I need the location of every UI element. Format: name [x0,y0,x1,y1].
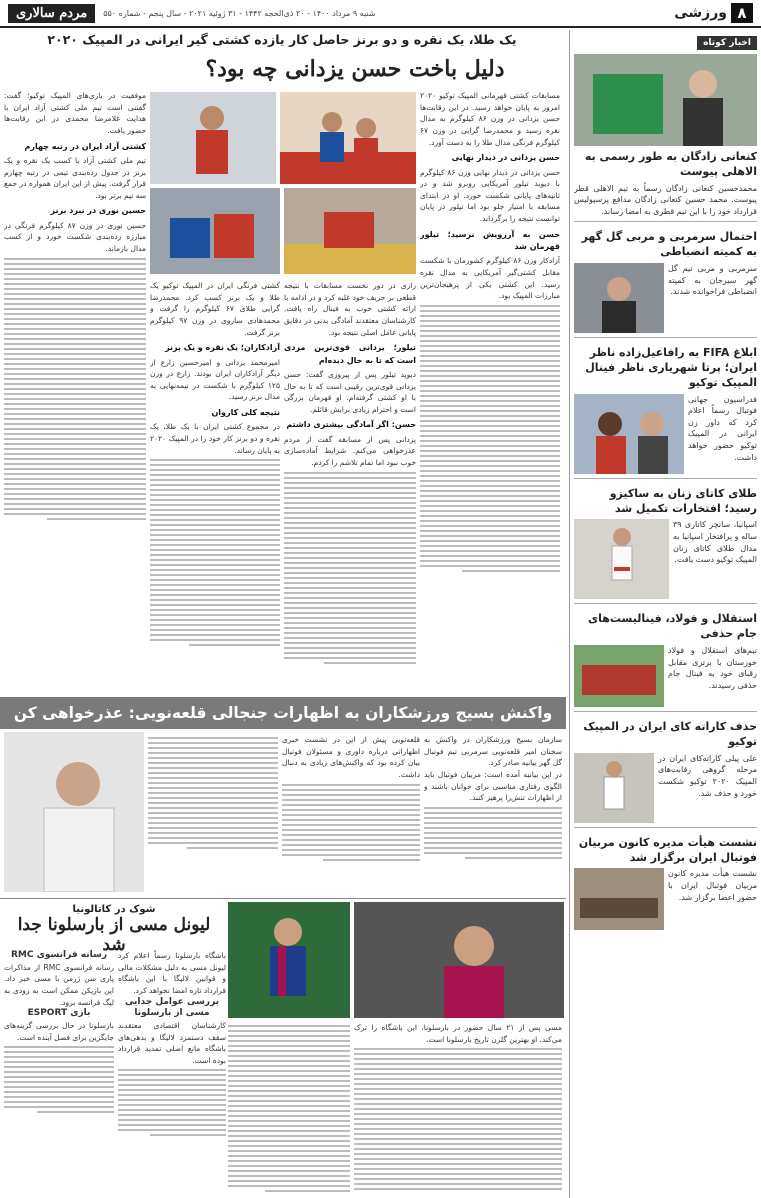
section-label [674,3,753,23]
sidebar-item-lead: فدراسیون جهانی فوتبال رسماً اعلام کرد که داور زن ایرانی در المپیک توکیو حضور خواهد داشت. [688,394,757,462]
body-text: رازی در دور نخست مسابقات با نتیجه قطعی بر حریف خود غلبه کرد و در ادامه با ارائه کشتی خوب به فینال راه یافت. کارشناسان معتقدند آمادگی بدنی در دقایق پایانی عامل اصلی نتیجه بود. [284,281,416,337]
text-filler [424,807,562,859]
team-photo [574,645,664,707]
lead-kicker: یک طلا، یک نقره و دو برنز حاصل کار یازده کشتی گیر ایرانی در المپیک ۲۰۲۰ [47,32,517,47]
lead-column-3 [150,280,280,690]
wrestling-photo-4-art [284,188,416,274]
wrestling-photo-1-art [280,92,416,184]
sidebar-item [574,483,757,605]
sidebar-item-lead: علی پیلی کاراته‌کای ایران در مرحله گروهی رقابت‌های المپیک ۲۰۲۰ توکیو شکست خورد و حذف شد. [658,753,757,798]
body-text: یزدانی پس از مسابقه گفت از مردم عذرخواهی می‌کنم. شرایط آماده‌سازی خوب نبود اما تمام تلاشم را کردم. [284,434,416,468]
coach-portrait-art [4,732,144,892]
third-column-2 [4,950,114,1190]
news-sidebar [569,30,761,1198]
second-column-2 [282,734,420,894]
sidebar-item-lead: اسپانیا، سانچز کاتاری ۳۹ ساله و پرافتخار اسپانیا به مدال طلای کاتای زنان المپیک توکیو دست یافت. [673,520,757,565]
third-column-1 [118,950,226,1190]
text-filler [420,305,560,572]
section-name: ورزشی [674,5,727,21]
coach-photo-art [574,263,664,333]
page-header [0,0,761,28]
text-filler [228,1025,350,1192]
sidebar-item [574,54,757,222]
wrestling-photo-3 [150,188,280,274]
sidebar-tag: اخبار کوتاه [697,36,757,50]
text-filler [148,737,278,849]
body-text: در این بیانیه آمده است: مربیان فوتبال باید الگوی رفتاری مناسبی برای جوانان باشند و از اظهارات تنش‌زا پرهیز کنند. [424,769,562,803]
section-divider [0,898,566,899]
lead-headline: دلیل باخت حسن یزدانی چه بود؟ [205,56,505,82]
body-text: مسابقات کشتی قهرمانی المپیک توکیو ۲۰۲۰ امروز به پایان خواهد رسید. در این رقابت‌ها حسن یزدانی در وزن ۸۶ کیلوگرم به مدال نقره رسید و محمدرضا گرایی در وزن ۶۷ کیلوگرم فرنگی مدال طلا را به دست آورد. [420,91,560,147]
subheading: حسن: اگر آمادگی بیشتری داشتم [286,420,416,430]
subheading: بررسی عوامل جدایی مسی از بارسلونا [124,996,220,1019]
sidebar-item [574,716,757,828]
sidebar-item-lead: سرمربی و مربی تیم گل گهر سیرجان به کمیته انضباطی فراخوانده شدند. [668,264,757,297]
karateka-photo-art [574,753,654,823]
messi-photo-2-art [228,902,350,1018]
karate-photo-art [574,519,669,599]
subheading: نتیجه کلی کاروان [211,408,280,418]
sidebar-item [574,226,757,338]
coach-photo [574,263,664,333]
referee-photo-art [574,394,684,474]
karateka-photo [574,753,654,823]
subheading: بازی ESPORT [27,1008,91,1019]
body-text: رسانه فرانسوی RMC از مذاکرات پاری سن ژرمن با مسی خبر داد. این بازیکن ممکن است به زودی به لیگ فرانسه برود. [4,962,114,1007]
meeting-photo-art [574,868,664,930]
messi-photo-1-art [354,902,564,1018]
third-headline: لیونل مسی از بارسلونا جدا شد [17,915,211,955]
player-photo [574,54,757,146]
body-text: در مجموع کشتی ایران با یک طلا، یک نقره و دو برنز کار خود را در المپیک ۲۰۲۰ به پایان رساند. [150,422,280,455]
third-kicker: شوک در کاتالونیا [72,904,156,915]
text-filler [150,459,280,646]
wrestling-photo-3-art [150,188,280,274]
messi-photo-1 [354,902,564,1018]
second-column-1 [424,734,562,894]
body-text: امیرمحمد یزدانی و امیرحسین زارع از دیگر آزادکاران ایران بودند. زارع در وزن ۱۲۵ کیلوگرم با شکست در نیمه‌نهایی به مدال برنز رسید. [150,357,280,402]
sidebar-item [574,832,757,935]
lead-column-1 [420,90,560,690]
wrestling-photo-4 [284,188,416,274]
sidebar-item-lead: تیم‌های استقلال و فولاد خوزستان با برتری مقابل رقبای خود به فینال جام حذفی رسیدند. [668,646,757,690]
body-text: حسن یزدانی در دیدار نهایی وزن ۸۶ کیلوگرم با دیوید تیلور آمریکایی روبرو شد و در ثانیه‌های پایانی شکست خورد. او در ابتدای مسابقه با امتیاز جلو بود اما تیلور در پایان توانست نتیجه را برگرداند. [420,167,560,224]
meeting-photo [574,868,664,930]
body-text: بارسلونا در حال بررسی گزینه‌های جایگزین برای فصل آینده است. [4,1020,114,1042]
second-column-3 [148,734,278,894]
body-text: قلعه‌نویی پیش از این در نشست خبری اظهاراتی درباره داوری و مسئولان فوتبال بیان کرده بود که واکنش‌های زیادی به دنبال داشت. [282,735,420,779]
sidebar-item-title: طلای کاتای زنان به ساکیزو رسید؛ افتخارات تکمیل شد [609,486,757,515]
sidebar-item-title: کنعانی زادگان به طور رسمی به الاهلی پیوست [584,150,757,178]
body-text: دیوید تیلور پس از پیروزی گفت: حسن یزدانی قوی‌ترین رقیبی است که تا به حال با او کشتی گرفته‌ام. او قهرمان بزرگی است و احترام زیادی برایش قائلم. [284,369,416,414]
newspaper-logo: مردم سالاری [8,4,95,23]
lead-column-2 [284,280,416,690]
third-column-3 [354,1022,562,1192]
sidebar-item-title: استقلال و فولاد، فینالیست‌های جام حذفی [588,612,757,641]
text-filler [354,1048,562,1192]
text-filler [118,1069,226,1136]
subheading: رسانه فرانسوی RMC [10,950,108,960]
body-text: باشگاه بارسلونا رسماً اعلام کرد لیونل مسی به دلیل مشکلات مالی و قوانین لالیگا با این باشگاه قرارداد تازه امضا نخواهد کرد. [118,951,226,995]
text-filler [4,1046,114,1113]
subheading: تیلور؛ یزدانی قوی‌ترین مردی است که تا به حال دیده‌ام [284,343,416,365]
text-filler [284,472,416,664]
body-text: کشتی فرنگی ایران در المپیک توکیو یک طلا و یک برنز کسب کرد. محمدرضا گرایی طلای ۶۷ کیلوگرم را گرفت و محمدهادی ساروی در وزن ۹۷ کیلوگرم برنز گرفت. [150,281,280,337]
text-filler [4,258,146,520]
section-number: ۸ [731,3,753,23]
text-filler [282,784,420,861]
karate-photo [574,519,669,599]
subheading: آزادکاران؛ یک نقره و یک برنز [165,343,280,353]
body-text: کارشناسان اقتصادی معتقدند سقف دستمزد لالیگا و بدهی‌های باشگاه مانع اصلی تمدید قرارداد بوده است. [118,1020,226,1065]
subheading: حسن به آرزویش نرسید؛ تیلور قهرمان شد [420,229,560,252]
body-text: موفقیت در بازی‌های المپیک توکیو؛ گفت: گفتنی است تیم ملی کشتی آزاد ایران با هدایت غلامرضا محمدی در این رقابت‌ها حضور یافت. [4,91,146,135]
referee-photo [574,394,684,474]
subheading: حسن یزدانی در دیدار نهایی [451,153,560,163]
sidebar-item-title: احتمال سرمربی و مربی گل گهر به کمیته انضباطی [581,230,757,259]
body-text: سازمان بسیج ورزشکاران در واکنش به سخنان امیر قلعه‌نویی سرمربی تیم فوتبال گل گهر بیانیه صادر کرد. [424,735,562,768]
sidebar-item-title: ابلاغ FIFA به رافاعیل‌زاده ناظر ایران؛ پرتا شهریاری ناظر فینال المپیک توکیو [585,346,757,389]
subheading: کشتی آزاد ایران در رتبه چهارم [24,141,146,151]
coach-portrait-photo [4,732,144,892]
sidebar-item-lead: محمدحسین کنعانی زادگان رسماً به تیم الاهلی قطر پیوست. محمد حسین کنعانی زادگان مدافع پرسپولیس قرارداد خود را با این تیم قطری به امضا رساند. [574,183,757,216]
messi-photo-2 [228,902,350,1018]
lead-column-4 [4,90,146,690]
sidebar-item-title: حذف کاراته کای ایران در المپیک توکیو [583,720,757,748]
wrestling-photo-2-art [150,92,276,184]
body-text: تیم ملی کشتی آزاد با کسب یک نقره و یک برنز در جدول رده‌بندی تیمی در رتبه چهارم قرار گرفت. پیش از این ایران همواره در جمع سه تیم برتر بود. [4,155,146,200]
wrestling-photo-1 [280,92,416,184]
sidebar-item-title: نشست هیأت مدیره کانون مربیان فوتبال ایران برگزار شد [578,835,757,864]
sidebar-item [574,342,757,479]
subheading: حسین نوری در نبرد برنز [50,206,146,216]
issue-line: شنبه ۹ مرداد ۱۴۰۰ - ۲۰ ذی‌الحجه ۱۴۴۲ - ۳۱ ژوئیه ۲۰۲۱ - سال پنجم - شماره ۵۵۰ [103,8,376,18]
second-article-banner: واکنش بسیج ورزشکاران به اظهارات جنجالی قلعه‌نویی: عذرخواهی کن [0,697,566,729]
body-text: حسین نوری در وزن ۸۷ کیلوگرم فرنگی در مبارزه رده‌بندی شکست خورد و از کسب مدال بازماند. [4,220,146,254]
body-text: مسی پس از ۲۱ سال حضور در بارسلونا، این باشگاه را ترک می‌کند. او بهترین گلزن تاریخ بارسلونا است. [354,1023,562,1044]
wrestling-photo-2 [150,92,276,184]
player-photo-art [574,54,757,146]
body-text: آزادکار وزن ۸۶ کیلوگرم کشورمان با شکست مقابل کشتی‌گیر آمریکایی به مدال نقره رسید. این کشتی یکی از پرهیجان‌ترین مبارزات المپیک بود. [420,256,560,301]
third-article-title-block [4,904,224,955]
sidebar-item-lead: نشست هیأت مدیره کانون مربیان فوتبال ایران با حضور اعضا برگزار شد. [668,869,757,902]
team-photo-art [574,645,664,707]
third-column-4 [228,1022,350,1192]
sidebar-item [574,608,757,712]
